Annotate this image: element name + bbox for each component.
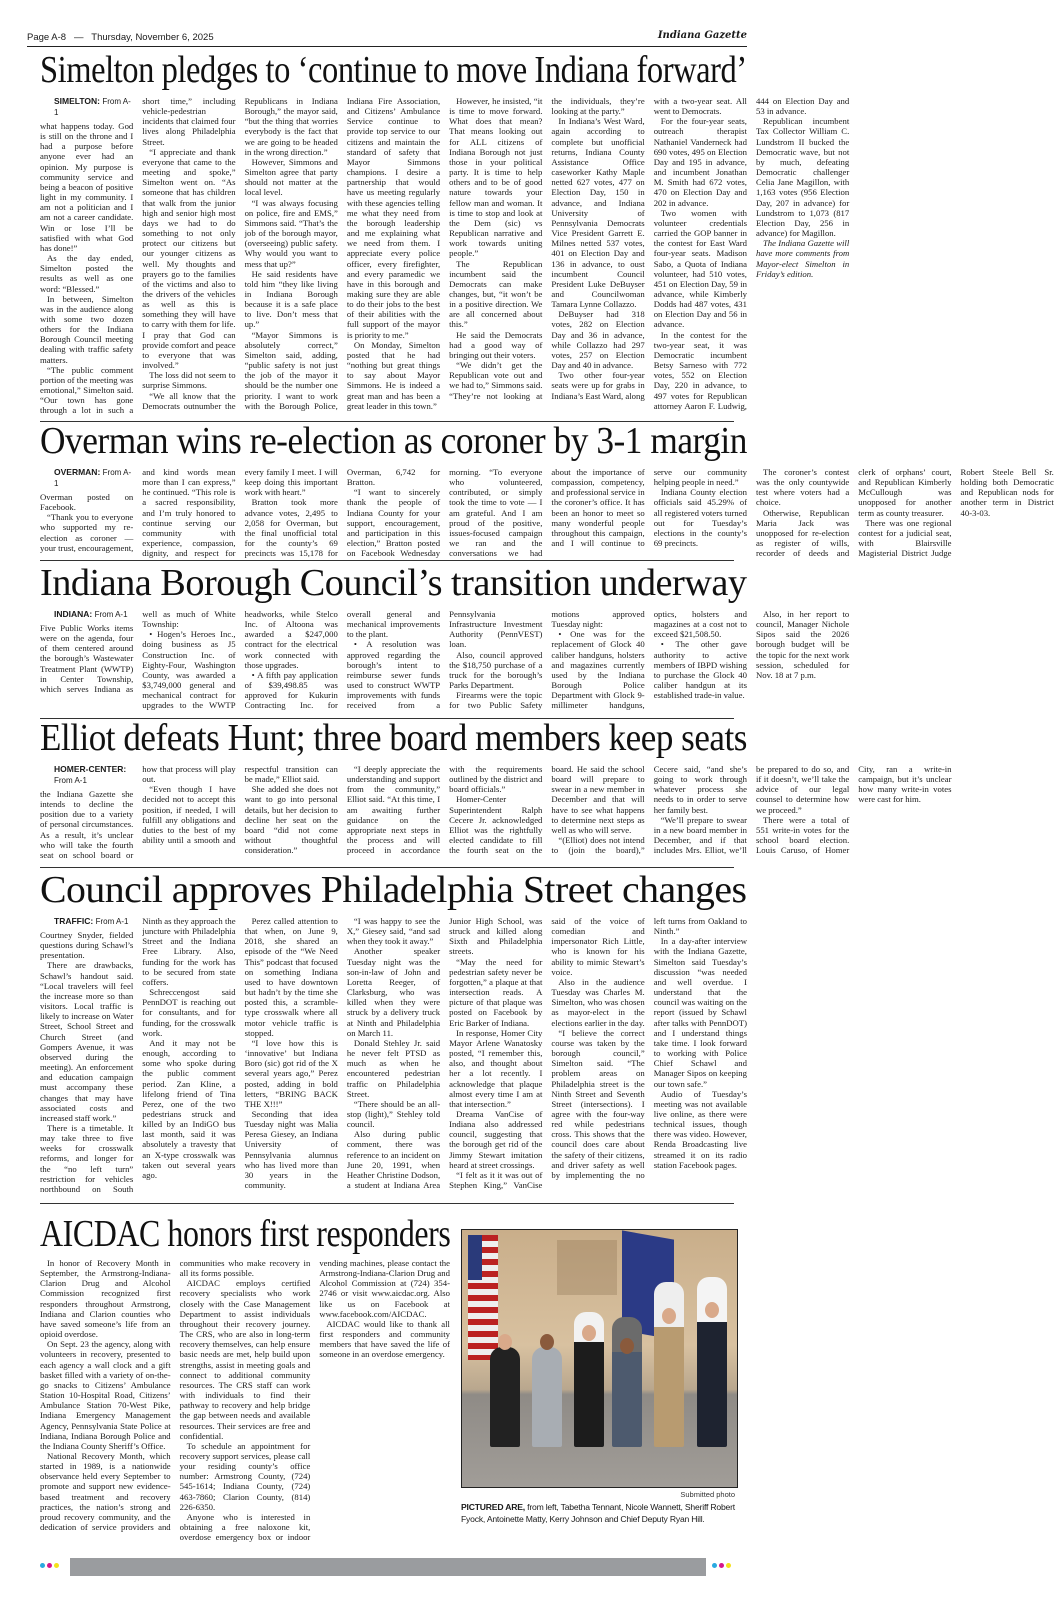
paragraph: Anyone who is interested in obtaining a free naloxone kit, overdose emergency box or indoor vending machines, please contact the Armstrong-Indiana-Clarion Drug and Alcohol Commission at (724) 354-2746 or visit www.aicdac.org. Also like us on Facebook at www.facebook.com/AICDAC. [179, 1258, 450, 1543]
paragraph: He said residents have told him “they like living in Indiana Borough because it is a safe place to live. Don’t mess that up.” [244, 268, 338, 330]
paragraph: In Indiana’s West Ward, again according to complete but unofficial returns, Indiana County Assistance Office caseworker Kathy Maple netted 627 votes, 477 on Election Day, 150 in advance, and Indiana University of Pennsylvania Democrats Vice President Garrett E. Milnes netted 537 votes, 401 on Election Day and 136 in advance, to oust incumbent Council President Luke DeBuyser and Councilwoman Tamara Lynne Collazzo. [551, 116, 645, 310]
paragraph: • A fifth pay application of $39,498.85 was approved for Kukurin Contracting Inc. for overall general and mechanical improvements to the plant. [244, 609, 441, 711]
paragraph: Otherwise, Republican Maria Jack was unopposed for re-election as register of wills, recorder of deeds and clerk of orphans’ court, and Republican Kimberly McCullough was unopposed for another term as county treasurer. [755, 467, 952, 559]
divider [40, 560, 734, 561]
footer-bar [70, 1558, 706, 1576]
paragraph: “(Elliot) does not intend to (join the board),” Cecere said, “and she’s going to work through whatever process she needs to in order to serve her family best. [551, 764, 747, 856]
issue-date: Thursday, November 6, 2025 [91, 32, 214, 43]
paragraph: Perez called attention to that when, on June 9, 2018, she shared an episode of the “We Need This” podcast that focused on something Indiana used to have downtown but hadn’t by the time she posted this, a scramble-type crosswalk where all motor vehicle traffic is stopped. [244, 916, 338, 1038]
article-body [40, 764, 952, 864]
photo-caption [461, 1502, 739, 1525]
caption-text: from left, Tabetha Tennant, Nicole Wannett, Sheriff Robert Fyock, Antoinette Matty, Kerry Johnson and Chief Deputy Ryan Hill. [461, 1502, 735, 1524]
article-body [40, 1258, 450, 1543]
paragraph: “I was always focusing on police, fire and EMS,” Simmons said. “That’s the job of the borough mayor, (overseeing) public safety. Why would you want to mess that up?” [244, 197, 338, 269]
paragraph: In between, Simelton was in the audience along with some two dozen others for the Indiana Borough Council meeting dealing with traffic safety matters. [40, 293, 134, 365]
paragraph: the Indiana Gazette she intends to decline the position due to a variety of personal circumstances. As a result, it’s unclear who will take the fourth seat on school board or how that process will play out. [40, 764, 236, 860]
paragraph: “Mayor Simmons is absolutely correct,” Simelton said, adding, “public safety is not just the job of the mayor it should be the number one priority. I want to work with the Borough Police, Indiana Fire Association, and Citizens’ Ambulance Service continue to provide top service to our citizens and maintain the standard of safety that Mayor Simmons champions. I desire a partnership that would have us meeting regularly with these agencies telling me what they need from the borough leadership and me explaining what we need from them. I appreciate every police officer, every firefighter, and every paramedic we have in this borough and making sure they are able to do their jobs to the best of their abilities with the full support of the mayor is priority to me.” [244, 96, 441, 411]
first-responders-photo [461, 1229, 738, 1488]
paragraph: “I felt as it it was out of Stephen King,” VanCise said of the voice of comedian and impersonator Rich Little, who is known for his ability to mimic Stewart’s voice. [449, 916, 645, 1191]
paragraph: “I want to sincerely thank the people of Indiana County for your support, encouragement, and participation in this election,” Bratton posted on Facebook Wednesday morning. “To everyone who volunteered, contributed, or simply took the time to vote — I am grateful. And I am proud of the positive, issues-focused campaign we ran and the conversations we had about the importance of compassion, competency, and professional service in the coroner’s office. It has been an honor to meet so many wonderful people throughout this campaign, and I will continue to serve our community helping people in need.” [346, 467, 747, 559]
paragraph: • Hogen’s Heroes Inc., doing business as J5 Construction Inc. of Eighty-Four, Washington County, was awarded a $3,749,000 general and mechanical contract for upgrades to the WWTP headworks, while Stelco Inc. of Altoona was awarded a $247,000 contract for the electrical work connected with those upgrades. [142, 609, 338, 711]
paragraph: The coroner’s contest was the only countywide test where voters had a choice. [755, 467, 850, 508]
color-registration-dots [40, 1563, 59, 1568]
paragraph: Donald Stehley Jr. said he never felt PTSD as much as when he encountered pedestrian traffic on Philadelphia Street. [346, 1037, 441, 1099]
masthead-logo: Indiana Gazette [657, 30, 747, 41]
paragraph: Also in the audience Tuesday was Charles M. Simelton, who was chosen as mayor-elect in the elections earlier in the day. [551, 976, 645, 1028]
paragraph: He said the Democrats had a good way of bringing out their voters. [449, 329, 543, 360]
paragraph: For the four-year seats, outreach therapist Nathaniel Vanderneck had 690 votes, 495 on Election Day and 195 in advance, and incumbent Jonathan M. Smith had 672 votes, 470 on Election Day and 202 in advance. [653, 116, 747, 208]
jump-source: From A-1 [54, 468, 132, 488]
color-registration-dots [712, 1563, 731, 1568]
paragraph: Another speaker Tuesday night was the son-in-law of John and Loretta Reeger, of Clarksburg, who was killed when they were struck by a delivery truck at Ninth and Philadelphia on March 11. [346, 946, 441, 1038]
paragraph: “Thank you to everyone who supported my re-election as coroner — your trust, encouragement, and kind words mean more than I can express,” he continued. “This role is a sacred responsibility, and I’m truly honored to continue serving our community with experience, compassion, dignity, and respect for every family I meet. I will keep doing this important work with heart.” [40, 467, 338, 559]
divider [40, 867, 734, 868]
paragraph: Seconding that idea Tuesday night was Malia Peresa Giesey, an Indiana University of Pennsylvania alumnus who has lived more than 30 years in the community. [244, 1108, 338, 1191]
folio-separator: — [74, 32, 84, 43]
paragraph: As the day ended, Simelton posted the results as well as one word: “Blessed.” [40, 253, 134, 294]
paragraph: Two women with volunteer credentials carried the GOP banner in the contest for East Ward four-year seats. Madison Sabo, a Quota of Indiana volunteer, had 510 votes, 451 on Election Day, 59 in advance, while Kimberly Dodds had 487 votes, 431 on Election Day and 56 in advance. [653, 207, 747, 330]
jump-kicker [40, 467, 133, 489]
paragraph: The Indiana Gazette will have more comments from Mayor-elect Simelton in Friday’s edition. [755, 238, 850, 279]
article-borough-council [27, 562, 850, 714]
paragraph: Firearms were the topic for two Public Safety motions approved Tuesday night: [449, 609, 645, 711]
paragraph: On Sept. 23 the agency, along with volunteers in recovery, presented to each agency a wall clock and a gift basket filled with a variety of on-the-go snacks to Citizens’ Ambulance Station 10-Hospital Road, Citizens’ Ambulance Station 70-West Pike, Indiana Emergency Management Agency, Pennsylvania State Police at Indiana, Indiana Borough Police and the Indiana County Sheriff’s Office. [40, 1339, 171, 1451]
paragraph: The Republican incumbent said the Democrats can make changes, but, “it won’t be in a positive direction. We are all concerned about this.” [449, 258, 543, 330]
article-body [40, 609, 850, 714]
photo-credit: Submitted photo [680, 1490, 735, 1499]
paragraph: “I was happy to see the X,” Giesey said, “and sad when they took it away.” [346, 916, 441, 947]
paragraph: To schedule an appointment for recovery support services, please call your residing county’s office number: Armstrong County, (724) 545-1614; Indiana County, (724) 463-7860; Clarion County, (814) 226-6350. [179, 1440, 311, 1512]
headline: Overman wins re-election as coroner by 3-1 margin [40, 420, 747, 462]
paragraph: The loss did not seem to surprise Simmons. [142, 370, 236, 391]
jump-kicker [40, 609, 133, 620]
paragraph: Two other four-year seats were up for grabs in Indiana’s East Ward, along with a two-year seat. All went to Democrats. [551, 96, 747, 401]
paragraph: Five Public Works items were on the agenda, four of them centered around the borough’s Wastewater Treatment Plant (WWTP) in Center Township, which serves Indiana as well as much of White Township: [40, 609, 236, 694]
paragraph: Schreccengost said PennDOT is reaching out for consultants, and for funding, for the crosswalk work. [142, 987, 236, 1038]
paragraph: There are drawbacks, Schawl’s handout said. “Local travelers will feel the increase more so than visitors. Local traffic is likely to increase on Water Street, School Street and Church Street (and Gompers Avenue, it was observed during the meeting). An enforcement and education campaign must accompany these changes that may have associated costs and increased staff work.” [40, 960, 134, 1123]
paragraph: And it may not be enough, according to some who spoke during the public comment period. Zan Kline, a lifelong friend of Tina Perez, one of the two pedestrians struck and killed by an IndiGO bus last month, said it was absolutely a travesty that an X-type crosswalk was taken out several years ago. [142, 1037, 236, 1180]
kicker-label: OVERMAN: [54, 467, 101, 477]
paragraph: • A resolution was approved regarding the borough’s intent to reimburse sewer funds used to construct WWTP improvements with funds received from a Pennsylvania Infrastructure Investment Authority (PennVEST) loan. [346, 609, 543, 711]
paragraph: • The other gave authority to active members of IBPD wishing to purchase the Glock 40 caliber handgun at its established trade-in value. [653, 639, 747, 701]
paragraph: Homer-Center Superintendent Ralph Cecere Jr. acknowledged Elliot was the rightfully elected candidate to fill the fourth seat on the board. He said the school board will prepare to swear in a new member in December and that will have to see what happens to determine next steps as well as who will serve. [449, 764, 645, 856]
paragraph: “We’ll prepare to swear in a new board member in December, and if that includes Mrs. Elliot, we’ll be prepared to do so, and if it doesn’t, we’ll take the advice of our legal counsel to determine how we proceed.” [653, 764, 850, 856]
paragraph: “I appreciate and thank everyone that came to the meeting and spoke,” Simelton went on. “As someone that has children that walk from the junior high and senior high most days we had to do something to not only protect our citizens but our younger citizens as well. My thoughts and prayers go to the families of the victims and also to the drivers of the vehicles as well as this is something they will have to carry with them for life. I pray that God can provide comfort and peace to everyone that was involved.” [142, 146, 236, 371]
article-body [40, 467, 1054, 563]
paragraph: Indiana County election officials said 45.29% of all registered voters turned out for Tuesday’s elections in the county’s 69 precincts. [653, 487, 747, 549]
jump-kicker [40, 764, 133, 786]
memorial-plaque [557, 1240, 617, 1295]
jump-source: From A-1 [54, 776, 87, 785]
headline: Simelton pledges to ‘continue to move Indiana forward’ [40, 49, 747, 91]
paragraph: In the contest for the two-year seat, it was Democratic incumbent Betsy Sarneso with 772 votes, 552 on Election Day, 220 in advance, to 497 votes for Republican attorney Aaron F. Ludwig, 444 on Election Day and 53 in advance. [653, 96, 850, 411]
paragraph: Dreama VanCise of Indiana also addressed council, suggesting that the borough get rid of the Jimmy Stewart imitation heard at street crossings. [449, 1108, 543, 1170]
paragraph: Republican incumbent Tax Collector William C. Lundstrom II bucked the Democratic wave, but not by much, defeating Democratic challenger Celia Jane Magillon, with 1,163 votes (956 Election Day, 207 in advance) for Lundstrom to 1,073 (817 Election Day, 256 in advance) for Magillon. [755, 116, 850, 239]
page-folio [27, 30, 747, 47]
paragraph: AICDAC employs certified recovery specialists who work closely with the Case Management Department to assist individuals throughout their recovery journey. The CRS, who are also in long-term recovery themselves, can help ensure basic needs are met, help build upon strengths, assist in meeting goals and connect to additional community resources. The CRS staff can work with individuals to find their pathway to recovery and help bridge the gap between needs and available resources. Their services are free and confidential. [179, 1278, 311, 1441]
paragraph: “I believe the correct course was taken by the borough council,” Simelton said. “The problem areas on Philadelphia street is the Ninth Street and Seventh Street (intersections). I agree with the four-way red while pedestrians cross. This shows that the council does care about the safety of their citizens, and driver safety as well by implementing the no left turns from Oakland to Ninth.” [551, 916, 747, 1180]
jump-kicker [40, 96, 133, 118]
paragraph: Overman posted on Facebook. [40, 492, 134, 513]
paragraph: AICDAC would like to thank all first responders and community members that have saved the life of someone in an overdose emergency. [319, 1318, 450, 1360]
headline-wrap [27, 421, 747, 463]
paragraph: “I deeply appreciate the understanding and support from the community,” Elliot said. “At this time, I am awaiting further guidance on the appropriate next steps in the process and will proceed in accordance with the requirements outlined by the district and board officials.” [346, 764, 543, 856]
article-body [40, 916, 747, 1196]
paragraph: Courtney Snyder, fielded questions during Schawl’s presentation. [40, 930, 134, 961]
headline: AICDAC honors first responders [40, 1213, 451, 1255]
paragraph: There were a total of 551 write-in votes for the school board election. Louis Caruso, of Homer City, ran a write-in campaign, but it’s unclear how many write-in votes were cast for him. [755, 764, 952, 856]
paragraph: “I love how this is ‘innovative’ but Indiana Boro (sic) got rid of the X several years ago,” Perez posted, adding in bold letters, “BRING BACK THE X!!!” [244, 1037, 338, 1109]
jump-source: From A-1 [95, 917, 129, 926]
article-traffic [27, 870, 747, 1196]
paragraph: Bratton took more advance votes, 2,495 to 2,058 for Overman, but the final unofficial total for the county’s 69 precincts was 15,178 for Overman, 6,742 for Bratton. [244, 467, 441, 559]
headline-wrap [27, 718, 747, 760]
jump-source: From A-1 [54, 97, 131, 117]
article-overman [27, 420, 1054, 563]
paragraph: On Monday, Simelton posted that he had “nothing but great things to say about Mayor Simmons. He is indeed a great man and has been a great leader in this town.” [346, 339, 441, 411]
paragraph: In response, Homer City Mayor Arlene Wanatosky posted, “I remember this, also, and thought about her a lot recently. I acknowledge that plaque almost every time I am at that intersection.” [449, 1027, 543, 1109]
jump-kicker [40, 916, 133, 927]
kicker-label: SIMELTON: [54, 96, 100, 106]
paragraph: “We all know that the Democrats outnumber the Republicans in Indiana Borough,” the mayor said, “but the thing that worries everybody is the fact that we are going to be headed in the wrong direction.” [142, 96, 338, 411]
article-body [40, 96, 850, 418]
headline-wrap [27, 50, 747, 92]
article-homer-center [27, 717, 952, 864]
headline: Elliot defeats Hunt; three board members keep seats [40, 717, 747, 759]
paragraph: National Recovery Month, which started in 1989, is a nationwide observance held every September to promote and support new evidence-based treatment and recovery practices, the nation’s strong and proud recovery community, and the dedication of service providers and communities who make recovery in all its forms possible. [40, 1258, 311, 1533]
paragraph: In a day-after interview with the Indiana Gazette, Simelton said Tuesday’s discussion “was needed and well overdue. I understand that the council was waiting on the report (issued by Schawl after talks with PennDOT) and I understand things take time. I look forward to working with Police Chief Schawl and Manager Sipos on keeping our town safe.” [653, 936, 747, 1089]
paragraph: “May the need for pedestrian safety never be forgotten,” a plaque at that intersection reads. A picture of that plaque was posted on Facebook by Eric Barker of Indiana. [449, 956, 543, 1028]
jump-source: From A-1 [94, 610, 128, 619]
paragraph: DeBuyser had 318 votes, 282 on Election Day and 36 in advance, while Collazzo had 297 votes, 257 on Election Day and 40 in advance. [551, 309, 645, 371]
paragraph: However, he insisted, “it is time to move forward. What does that mean? That means looking out for ALL citizens of Indiana Borough not just those in your political party. It is time to help others and to be of good nature towards your fellow man and woman. It is time to stop and look at the Dem (sic) vs Republican narrative and work towards uniting people.” [449, 96, 543, 259]
article-simelton [27, 49, 850, 418]
paragraph: “The public comment portion of the meeting was emotional,” Simelton said. “Our town has gone through a lot in such a short time,” including vehicle-pedestrian incidents that claimed four lives along Philadelphia Street. [40, 96, 236, 416]
page-number: Page A-8 [27, 32, 67, 43]
caption-lead: PICTURED ARE, [461, 1502, 525, 1512]
paragraph: “We didn’t get the Republican vote out and we had to,” Simmons said. “They’re not looking at the individuals, they’re looking at the party.” [449, 96, 645, 401]
paragraph: “There should be an all-stop (light),” Stehley told council. [346, 1098, 441, 1130]
paragraph: In honor of Recovery Month in September, the Armstrong-Indiana-Clarion Drug and Alcohol Commission recognized first responders throughout Armstrong, Indiana and Clarion counties who have saved someone’s life from an opioid overdose. [40, 1258, 171, 1340]
paragraph: There was one regional contest for a judicial seat, with Blairsville Magisterial District Judge Robert Steele Bell Sr. holding both Democratic and Republican nods for another term in District 40-3-03. [858, 467, 1054, 559]
headline-wrap [27, 870, 747, 912]
paragraph: “Even though I have decided not to accept this position, if needed, I will fulfill any obligations and duties to the best of my ability until a smooth and respectful transition can be made,” Elliot said. [142, 764, 338, 846]
kicker-label: TRAFFIC: [54, 916, 94, 926]
paragraph: Also, in her report to council, Manager Nichole Sipos said the 2026 borough budget will be the topic for the next work session, scheduled for Nov. 18 at 7 p.m. [755, 609, 850, 680]
kicker-label: HOMER-CENTER: [54, 764, 127, 774]
divider [40, 1203, 734, 1204]
paragraph: However, Simmons and Simelton agree that party should not matter at the local level. [244, 156, 338, 198]
headline-wrap [27, 563, 747, 605]
paragraph: what happens today. God is still on the throne and I had a purpose before anyone ever had an opinion. My purpose is community service and being a beacon of positive light in my community. I am not a politician and I am not a career candidate. Win or lose I’ll be satisfied with what God has done!” [40, 121, 134, 253]
paragraph: • One was for the replacement of Glock 40 caliber handguns, holsters and magazines currently used by the Indiana Borough Police Department with Glock 9-millimeter handguns, optics, holsters and magazines at a cost not to exceed $21,508.50. [551, 609, 747, 711]
headline: Indiana Borough Council’s transition underway [40, 562, 747, 604]
paragraph: Also during public comment, there was reference to an incident on June 20, 1991, when Heather Christine Dodson, a student at Indiana Area Junior High School, was struck and killed along Sixth and Philadelphia streets. [346, 916, 543, 1191]
paragraph: There is a timetable. It may take three to five weeks for crosswalk reforms, and longer for the “no left turn” restriction for vehicles northbound on South Ninth as they approach the juncture with Philadelphia Street and the Indiana Free Library. Also, funding for the work has to be secured from state coffers. [40, 916, 236, 1194]
paragraph: She added she does not want to go into personal details, but her decision to decline her seat on the board “did not come without thoughtful consideration.” [244, 784, 338, 856]
paragraph: Also, council approved the $18,750 purchase of a truck for the borough’s Parks Department. [449, 649, 543, 691]
headline: Council approves Philadelphia Street changes [40, 869, 747, 911]
kicker-label: INDIANA: [54, 609, 93, 619]
paragraph: Audio of Tuesday’s meeting was not available live online, as there were technical issues, though there was video. However, Renda Broadcasting live streamed it on its radio station Facebook pages. [653, 1088, 747, 1170]
